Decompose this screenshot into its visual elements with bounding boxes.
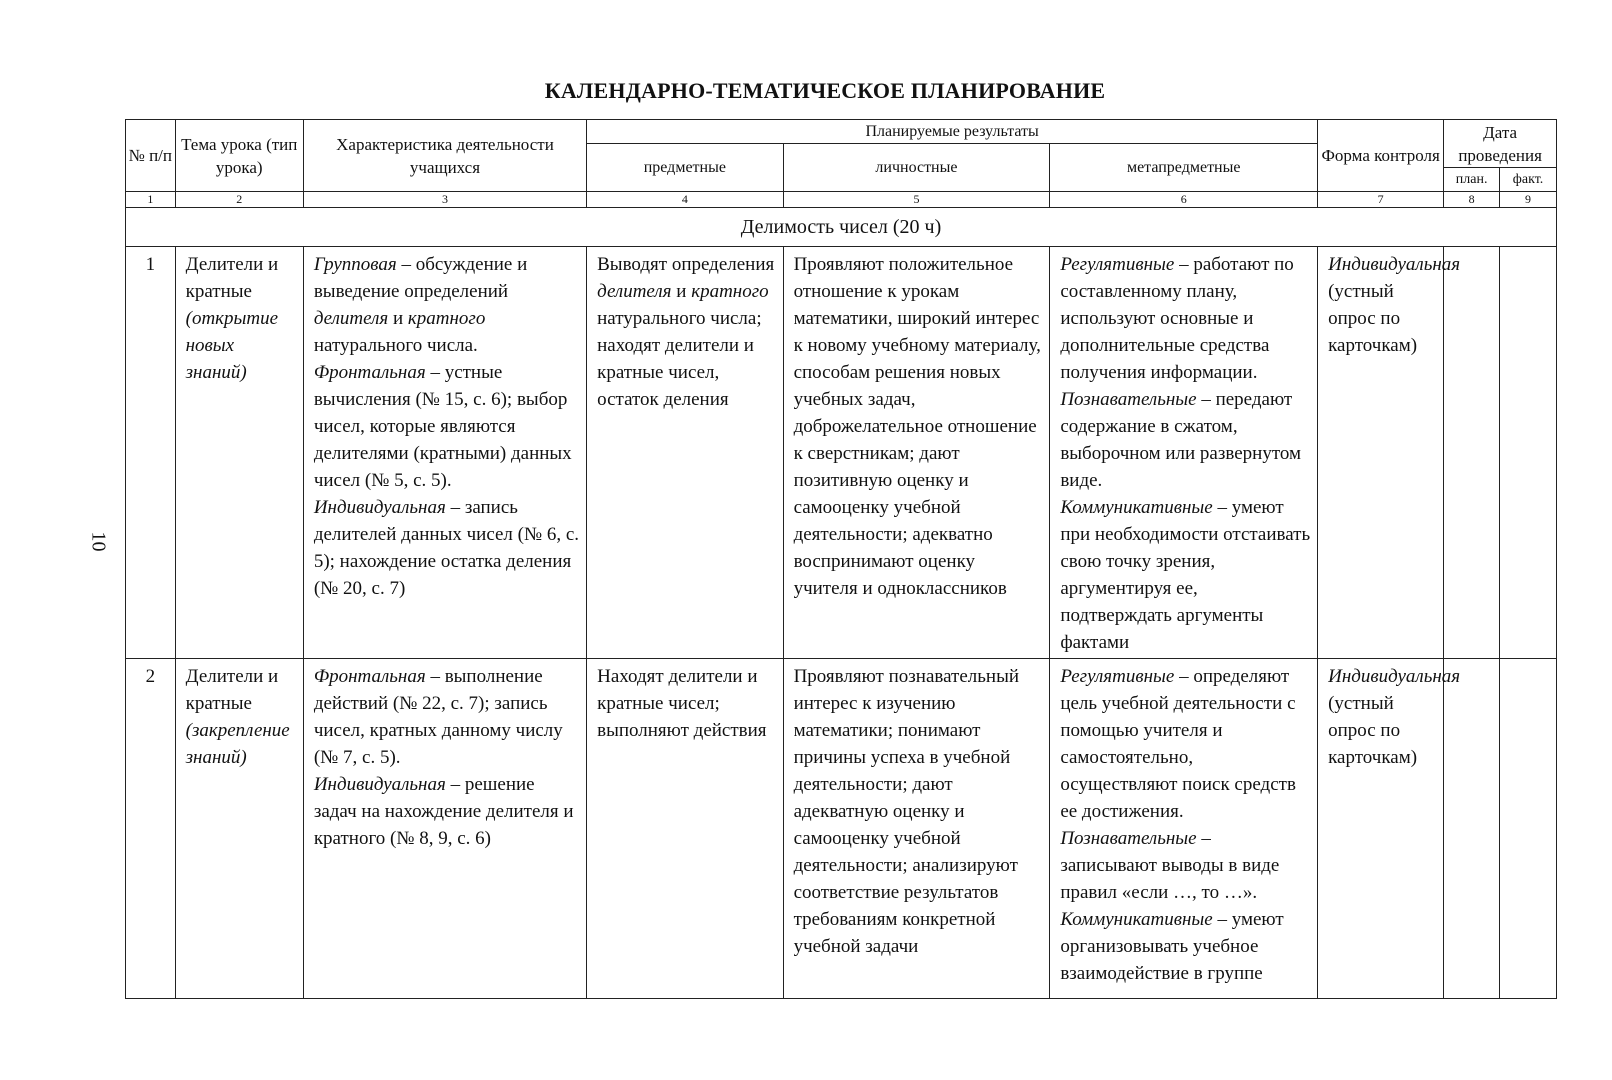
- subject-text: Выводят определения: [597, 254, 775, 275]
- header-control: Форма контроля: [1318, 120, 1444, 192]
- row-control-form: [1318, 247, 1461, 659]
- header-results: Планируемые результаты: [587, 120, 1318, 144]
- meta-label: Познавательные: [1060, 828, 1197, 849]
- row-number: 2: [126, 659, 176, 999]
- table-row: [126, 659, 1557, 999]
- header-personal: личностные: [783, 144, 1050, 192]
- subject-term: делителя: [597, 281, 672, 302]
- meta-label: Коммуникативные: [1060, 497, 1213, 518]
- row-activity: [303, 659, 586, 999]
- topic-type: (закрепление знаний): [185, 720, 290, 768]
- row-date-fact: [1500, 247, 1557, 659]
- column-number: 9: [1500, 192, 1557, 208]
- page-number: 10: [87, 531, 110, 552]
- row-activity: [303, 247, 586, 659]
- column-number: 2: [175, 192, 303, 208]
- header-num: № п/п: [126, 120, 176, 192]
- row-subject-results: [587, 659, 783, 999]
- header-plan: план.: [1444, 168, 1500, 192]
- topic-title: Делители и кратные: [185, 666, 279, 714]
- row-topic: [175, 247, 303, 659]
- row-personal-results: Проявляют положительное отношение к урокам математики, широкий интерес к новому учебному материалу, способам решения новых учебных задач, доброжелательное отношение к сверстникам; дают позитивную оценку и самооценку учебной деятельности; адекватно воспринимают оценку учителя и одноклассников: [783, 247, 1050, 659]
- activity-label: Индивидуальная: [313, 774, 446, 795]
- header-topic: Тема урока (тип урока): [175, 120, 303, 192]
- header-meta: метапредметные: [1050, 144, 1318, 192]
- meta-text: – определяют цель учебной деятельности с помощью учителя и самостоятельно, осуществляют поиск средств ее достижения.: [1060, 666, 1296, 822]
- meta-label: Регулятивные: [1060, 254, 1175, 275]
- activity-label: Фронтальная: [313, 666, 426, 687]
- table-row: [126, 247, 1557, 659]
- topic-title: Делители и кратные: [185, 254, 279, 302]
- activity-text: – выполнение действий (№ 22, с. 7); запись чисел, кратных данному числу (№ 7, с. 5).: [313, 666, 563, 768]
- activity-text: и: [388, 308, 408, 329]
- activity-label: кратного: [407, 308, 486, 329]
- row-subject-results: [587, 247, 783, 659]
- activity-text: – решение задач на нахождение делителя и кратного (№ 8, 9, с. 6): [313, 774, 574, 849]
- activity-label: Индивидуальная: [313, 497, 446, 518]
- control-label: Индивидуальная: [1328, 254, 1461, 275]
- page-title: КАЛЕНДАРНО-ТЕМАТИЧЕСКОЕ ПЛАНИРОВАНИЕ: [544, 78, 1106, 103]
- meta-text: – передают содержание в сжатом, выборочном или развернутом виде.: [1060, 389, 1302, 491]
- activity-label: Групповая: [313, 254, 397, 275]
- row-date-fact: [1500, 659, 1557, 999]
- meta-text: – умеют при необходимости отстаивать свою точку зрения, аргументируя ее, подтверждать аргументы фактами: [1060, 497, 1311, 653]
- activity-label: Фронтальная: [313, 362, 426, 383]
- activity-text: – устные вычисления (№ 15, с. 6); выбор чисел, которые являются делителями (кратными) данных чисел (№ 5, с. 5).: [313, 362, 572, 491]
- header-activity: Характеристика деятельности учащихся: [303, 120, 586, 192]
- column-number: 7: [1318, 192, 1444, 208]
- column-number: 8: [1444, 192, 1500, 208]
- header-date: Дата проведения: [1444, 120, 1557, 168]
- column-number: 5: [783, 192, 1050, 208]
- meta-text: – работают по составленному плану, используют основные и дополнительные средства получения информации.: [1060, 254, 1294, 383]
- row-date-plan: [1444, 659, 1500, 999]
- activity-text: натурального числа.: [313, 335, 478, 356]
- meta-text: – записывают выводы в виде правил «если …, то …».: [1060, 828, 1280, 903]
- subject-text: и: [671, 281, 692, 302]
- topic-type: (открытие новых знаний): [185, 308, 279, 383]
- control-text: (устный опрос по карточкам): [1328, 693, 1418, 768]
- planning-table: [125, 119, 1557, 999]
- subject-term: кратного: [691, 281, 769, 302]
- row-number: 1: [126, 247, 176, 659]
- activity-text: – запись делителей данных чисел (№ 6, с. 5); нахождение остатка деления (№ 20, с. 7): [313, 497, 580, 599]
- column-number: 6: [1050, 192, 1318, 208]
- column-number: 1: [126, 192, 176, 208]
- header-subject: предметные: [587, 144, 783, 192]
- column-number: 4: [587, 192, 783, 208]
- row-meta-results: [1050, 659, 1318, 999]
- column-number: 3: [303, 192, 586, 208]
- control-text: (устный опрос по карточкам): [1328, 281, 1418, 356]
- row-meta-results: [1050, 247, 1318, 659]
- control-label: Индивидуальная: [1328, 666, 1461, 687]
- subject-text: натурального числа; находят делители и кратные чисел, остаток деления: [597, 308, 762, 410]
- activity-text: – обсуждение и выведение определений: [313, 254, 528, 302]
- column-number-row: [126, 192, 1557, 208]
- subject-text: Находят делители и кратные чисел; выполняют действия: [597, 666, 767, 741]
- row-date-plan: [1444, 247, 1500, 659]
- header-fact: факт.: [1500, 168, 1557, 192]
- meta-label: Регулятивные: [1060, 666, 1175, 687]
- row-control-form: [1318, 659, 1461, 999]
- meta-label: Познавательные: [1060, 389, 1197, 410]
- meta-label: Коммуникативные: [1060, 909, 1213, 930]
- meta-text: – умеют организовывать учебное взаимодействие в группе: [1060, 909, 1284, 984]
- section-heading: Делимость чисел (20 ч): [126, 208, 1557, 247]
- activity-label: делителя: [313, 308, 389, 329]
- row-personal-results: Проявляют познавательный интерес к изучению математики; понимают причины успеха в учебной деятельности; дают адекватную оценку и самооценку учебной деятельности; анализируют соответствие результатов требованиям конкретной учебной задачи: [783, 659, 1050, 999]
- row-topic: [175, 659, 303, 999]
